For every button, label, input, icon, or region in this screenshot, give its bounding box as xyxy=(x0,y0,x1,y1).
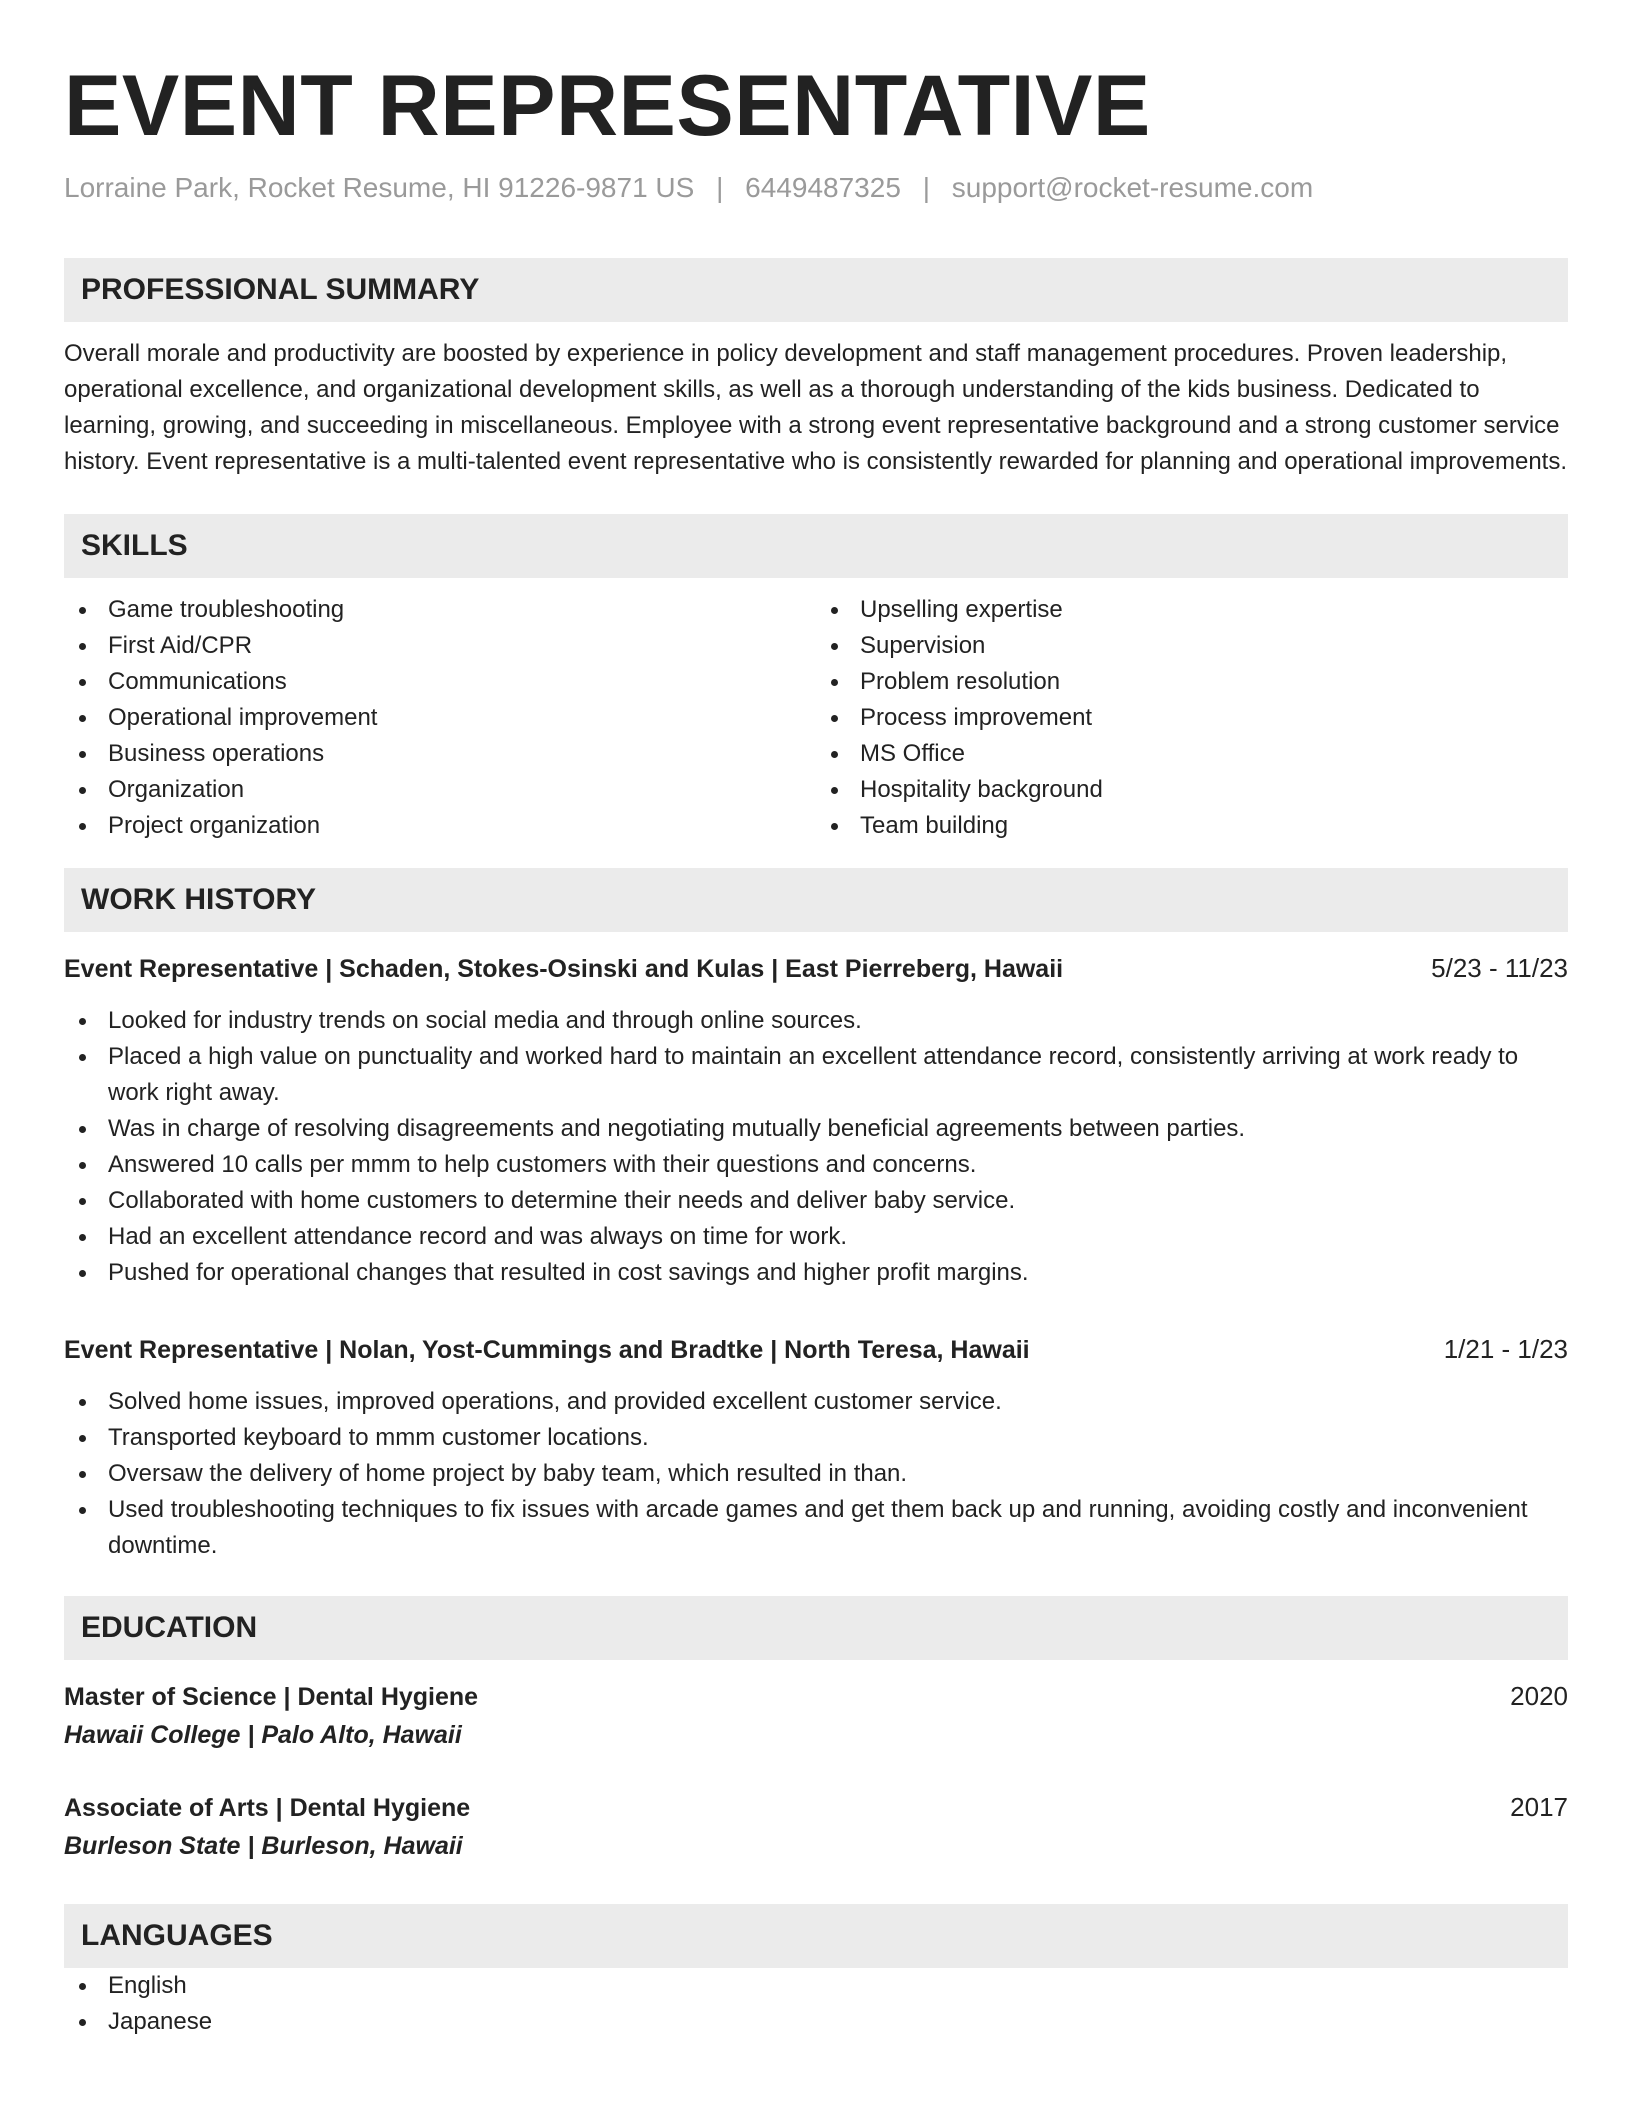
skill-item: Hospitality background xyxy=(816,772,1568,808)
job-duty: Was in charge of resolving disagreements and negotiating mutually beneficial agreements between parties. xyxy=(64,1111,1568,1147)
job-entry xyxy=(64,950,1568,1291)
graduation-year: 2020 xyxy=(1510,1681,1568,1711)
job-duty: Solved home issues, improved operations, and provided excellent customer service. xyxy=(64,1384,1568,1420)
section-heading-summary: PROFESSIONAL SUMMARY xyxy=(64,258,1568,322)
skill-item: Communications xyxy=(64,664,816,700)
job-duty: Collaborated with home customers to determine their needs and deliver baby service. xyxy=(64,1183,1568,1219)
skill-item: Game troubleshooting xyxy=(64,592,816,628)
education-header xyxy=(64,1789,1568,1826)
section-heading-work-history: WORK HISTORY xyxy=(64,868,1568,932)
skills-list xyxy=(64,592,1568,844)
job-entry xyxy=(64,1331,1568,1564)
job-duties xyxy=(64,1384,1568,1564)
school-name: Burleson State | Burleson, Hawaii xyxy=(64,1832,463,1860)
job-dates: 5/23 - 11/23 xyxy=(1431,953,1568,983)
section-heading-education: EDUCATION xyxy=(64,1596,1568,1660)
language-item: Japanese xyxy=(64,2004,1568,2040)
education-header xyxy=(64,1678,1568,1715)
graduation-year: 2017 xyxy=(1510,1792,1568,1822)
job-duty: Oversaw the delivery of home project by baby team, which resulted in than. xyxy=(64,1456,1568,1492)
skill-item: MS Office xyxy=(816,736,1568,772)
education-entry xyxy=(64,1789,1568,1864)
language-item: English xyxy=(64,1968,1568,2004)
skill-item: Operational improvement xyxy=(64,700,816,736)
job-duty: Answered 10 calls per mmm to help customers with their questions and concerns. xyxy=(64,1147,1568,1183)
job-duty: Had an excellent attendance record and was always on time for work. xyxy=(64,1219,1568,1255)
skill-item: Business operations xyxy=(64,736,816,772)
contact-line xyxy=(64,170,1568,206)
skill-item: First Aid/CPR xyxy=(64,628,816,664)
summary-text: Overall morale and productivity are boosted by experience in policy development and staff management procedures. Proven leadership, operational excellence, and organizational development skills, as well as a thorough understanding of the kids business. Dedicated to learning, growing, and succeeding in miscellaneous. Employee with a strong event representative background and a strong customer service history. Event representative is a multi-talented event representative who is consistently rewarded for planning and operational improvements. xyxy=(64,340,1568,475)
skill-item: Problem resolution xyxy=(816,664,1568,700)
degree-title: Associate of Arts | Dental Hygiene xyxy=(64,1794,471,1822)
job-duty: Transported keyboard to mmm customer locations. xyxy=(64,1420,1568,1456)
job-duty: Placed a high value on punctuality and worked hard to maintain an excellent attendance record, consistently arriving at work ready to work right away. xyxy=(64,1039,1568,1111)
job-title: Event Representative | Schaden, Stokes-Osinski and Kulas | East Pierreberg, Hawaii xyxy=(64,955,1064,983)
skills-column-right xyxy=(816,592,1568,844)
languages-list xyxy=(64,1968,1568,2040)
skill-item: Team building xyxy=(816,808,1568,844)
job-duty: Looked for industry trends on social media and through online sources. xyxy=(64,1003,1568,1039)
skill-item: Process improvement xyxy=(816,700,1568,736)
job-duty: Used troubleshooting techniques to fix issues with arcade games and get them back up and running, avoiding costly and inconvenient downtime. xyxy=(64,1492,1568,1564)
skill-item: Supervision xyxy=(816,628,1568,664)
school-name: Hawaii College | Palo Alto, Hawaii xyxy=(64,1721,462,1749)
section-heading-languages: LANGUAGES xyxy=(64,1904,1568,1968)
contact-address: Lorraine Park, Rocket Resume, HI 91226-9871 US xyxy=(64,172,695,203)
job-duties xyxy=(64,1003,1568,1291)
skill-item: Project organization xyxy=(64,808,816,844)
job-dates: 1/21 - 1/23 xyxy=(1443,1334,1568,1364)
contact-separator: | xyxy=(922,172,930,203)
skills-column-left xyxy=(64,592,816,844)
contact-phone: 6449487325 xyxy=(745,172,901,203)
job-header xyxy=(64,950,1568,987)
contact-email: support@rocket-resume.com xyxy=(951,172,1314,203)
section-heading-skills: SKILLS xyxy=(64,514,1568,578)
degree-title: Master of Science | Dental Hygiene xyxy=(64,1683,479,1711)
job-duty: Pushed for operational changes that resulted in cost savings and higher profit margins. xyxy=(64,1255,1568,1291)
contact-separator: | xyxy=(716,172,724,203)
education-entry xyxy=(64,1678,1568,1753)
candidate-title: EVENT REPRESENTATIVE xyxy=(64,58,1151,154)
skill-item: Upselling expertise xyxy=(816,592,1568,628)
skill-item: Organization xyxy=(64,772,816,808)
job-header xyxy=(64,1331,1568,1368)
job-title: Event Representative | Nolan, Yost-Cummings and Bradtke | North Teresa, Hawaii xyxy=(64,1336,1030,1364)
